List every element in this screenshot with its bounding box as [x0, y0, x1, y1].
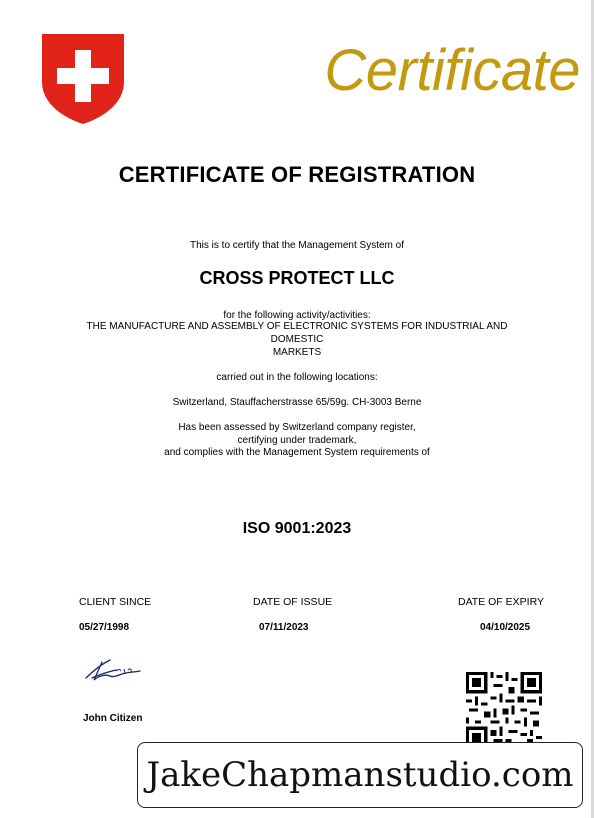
- intro-text: This is to certify that the Management System of: [190, 240, 404, 251]
- activity-line-3: MARKETS: [272, 347, 322, 358]
- certificate-heading: Certificate: [324, 38, 580, 103]
- company-name: CROSS PROTECT LLC: [199, 268, 395, 288]
- signer-name: John Citizen: [83, 713, 143, 724]
- swiss-cross-shield-icon: [38, 30, 128, 126]
- iso-standard: ISO 9001:2023: [242, 520, 352, 537]
- client-since-value: 05/27/1998: [79, 622, 130, 633]
- date-of-issue-label: DATE OF ISSUE: [253, 596, 333, 608]
- locations-lead: carried out in the following locations:: [216, 372, 378, 383]
- location-address: Switzerland, Stauffacherstrasse 65/59g. CH-3003 Berne: [172, 397, 422, 408]
- client-since-label: CLIENT SINCE: [79, 596, 152, 608]
- date-of-expiry-label: DATE OF EXPIRY: [458, 596, 544, 608]
- qr-code-icon: [466, 672, 542, 748]
- date-of-issue-value: 07/11/2023: [259, 622, 309, 633]
- assessment-line-3: and complies with the Management System requirements of: [164, 447, 430, 458]
- activity-lead: for the following activity/activities:: [223, 310, 371, 321]
- activity-line-2: DOMESTIC: [270, 334, 324, 345]
- document-title: CERTIFICATE OF REGISTRATION: [118, 162, 476, 187]
- activity-line-1: THE MANUFACTURE AND ASSEMBLY OF ELECTRONIC SYSTEMS FOR INDUSTRIAL AND: [86, 321, 508, 332]
- watermark-banner: [137, 742, 583, 808]
- assessment-line-2: certifying under trademark,: [237, 435, 357, 446]
- handwritten-signature-icon: [80, 656, 144, 684]
- date-of-expiry-value: 04/10/2025: [480, 622, 531, 633]
- watermark-text: JakeChapmanstudio.com: [146, 755, 574, 795]
- assessment-line-1: Has been assessed by Switzerland company register,: [178, 422, 416, 433]
